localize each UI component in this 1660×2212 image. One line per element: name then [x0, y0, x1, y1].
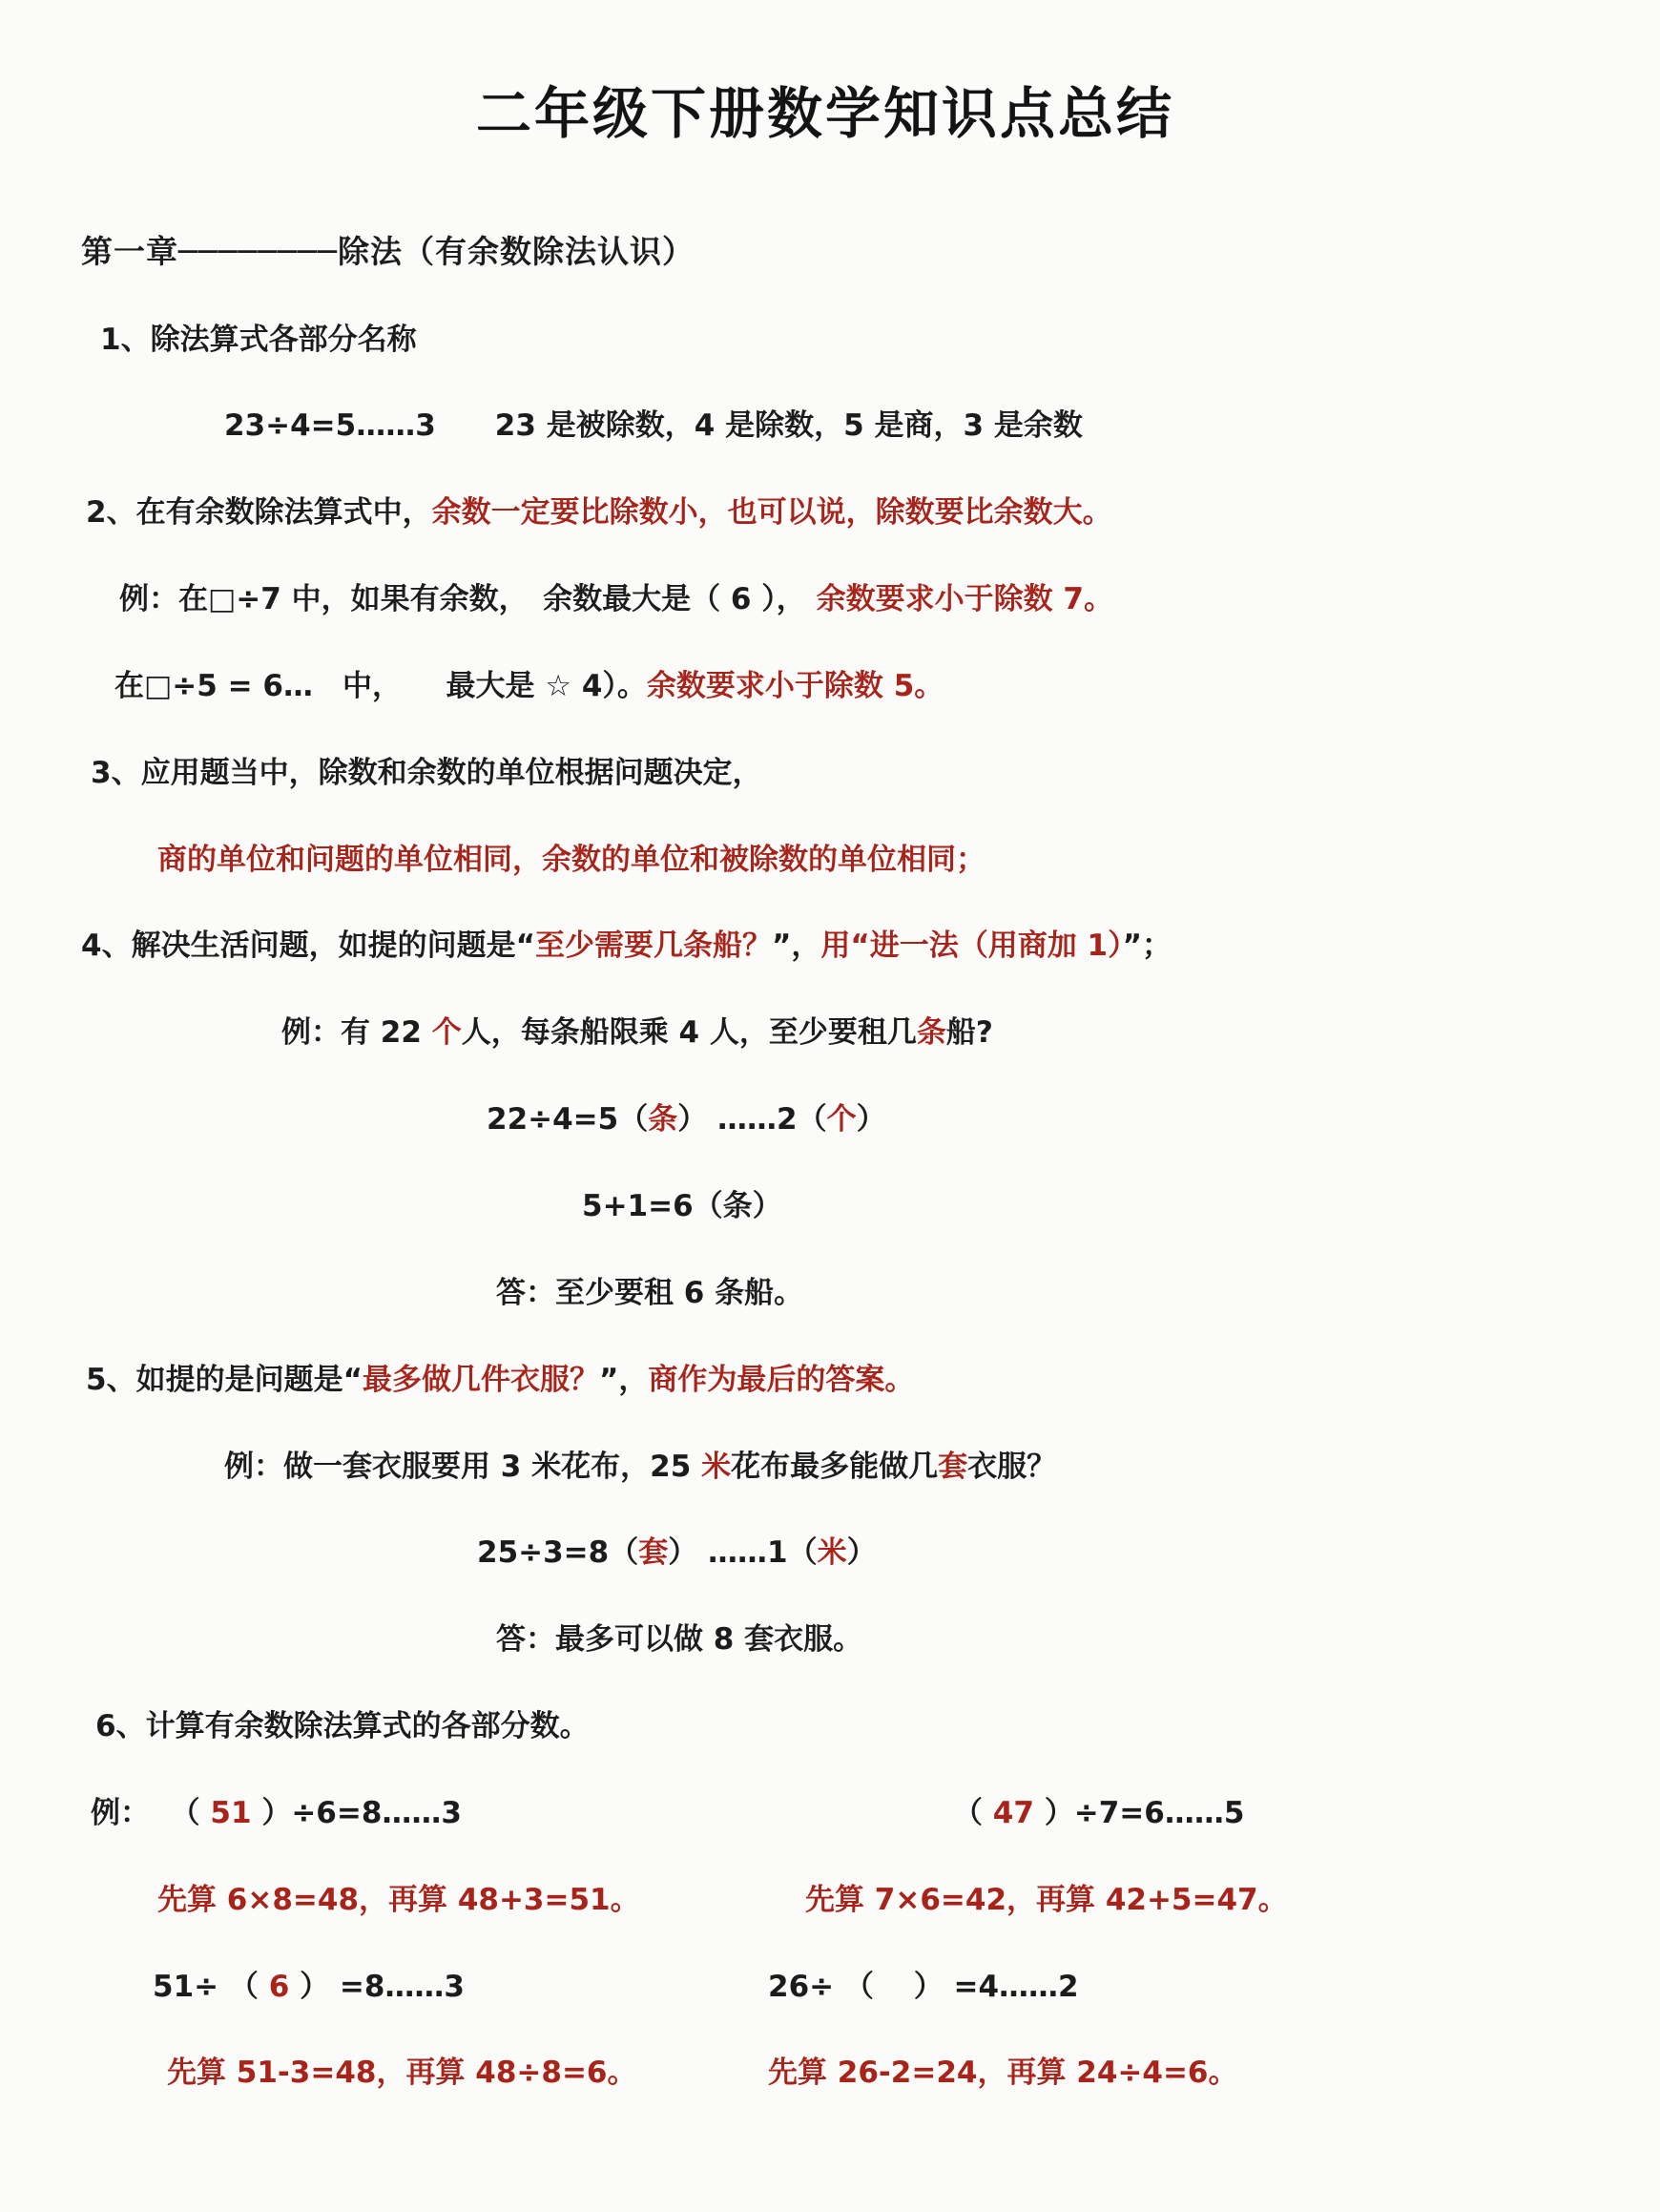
- highlighted-text-segment: 最多做几件衣服？: [362, 1362, 599, 1397]
- text-segment: 花布最多能做几: [731, 1449, 939, 1484]
- highlighted-text-segment: 先算 7×6=42，再算 42+5=47。: [805, 1882, 1288, 1917]
- text-segment: 人，每条船限乘 4 人，至少要租几: [461, 1015, 917, 1051]
- highlighted-text-segment: 个: [826, 1102, 857, 1137]
- item-1-heading: [81, 321, 1608, 361]
- text-segment: 例： （: [91, 1795, 211, 1830]
- highlighted-text-segment: 条: [648, 1102, 678, 1137]
- text-segment: ）: [846, 1535, 877, 1571]
- text-segment: 23÷4=5……3 23 是被除数，4 是除数，5 是商，3 是余数: [224, 408, 1083, 444]
- text-segment: ）: [856, 1102, 886, 1137]
- highlighted-text-segment: 余数要求小于除数 7。: [816, 582, 1113, 617]
- text-segment: 2、在有余数除法算式中，: [86, 495, 432, 531]
- column-cell: [81, 1968, 768, 2008]
- text-segment: ”，: [598, 1362, 649, 1397]
- highlighted-text-segment: 47: [992, 1795, 1034, 1830]
- item-4-step-1: [81, 1100, 1608, 1140]
- text-segment: ） ……1（: [668, 1535, 818, 1571]
- item-2-rule: [81, 493, 1608, 533]
- highlighted-text-segment: 余数一定要比除数小，也可以说，除数要比余数大。: [431, 495, 1112, 531]
- item-6-solution-row-1: [81, 1881, 1608, 1921]
- text-segment: 第一章────────除法（有余数除法认识）: [81, 233, 695, 270]
- text-segment: ）÷6=8……3: [251, 1795, 462, 1830]
- text-segment: ”，: [771, 929, 821, 964]
- chapter-heading: [81, 231, 1608, 274]
- item-4-example: [81, 1013, 1608, 1054]
- item-2-example-1: [81, 580, 1608, 620]
- column-cell: [81, 2054, 768, 2094]
- text-segment: 例：在□÷7 中，如果有余数， 余数最大是（ 6 ），: [119, 582, 817, 617]
- text-segment: 22÷4=5（: [487, 1102, 649, 1137]
- column-cell: [768, 1968, 1608, 2008]
- page-title: 二年级下册数学知识点总结: [475, 83, 1174, 145]
- text-segment: ） ……2（: [677, 1102, 827, 1137]
- text-segment: 5、如提的是问题是“: [86, 1362, 363, 1397]
- highlighted-text-segment: 先算 6×8=48，再算 48+3=51。: [157, 1882, 640, 1917]
- highlighted-text-segment: 米: [817, 1535, 847, 1571]
- text-segment: 例：有 22: [281, 1015, 432, 1051]
- highlighted-text-segment: 个: [431, 1015, 462, 1051]
- text-segment: ）÷7=6……5: [1033, 1795, 1245, 1830]
- item-6-heading: [81, 1707, 1608, 1747]
- text-segment: 答：最多可以做 8 套衣服。: [496, 1622, 863, 1658]
- highlighted-text-segment: 先算 51-3=48，再算 48÷8=6。: [167, 2055, 637, 2091]
- highlighted-text-segment: 6: [268, 1969, 290, 2004]
- document-body: [81, 231, 1608, 2094]
- text-segment: 5+1=6（条）: [582, 1188, 782, 1223]
- text-segment: ） =8……3: [289, 1969, 465, 2004]
- item-5-answer: [81, 1620, 1608, 1660]
- item-3-rule: [81, 754, 1608, 794]
- highlighted-text-segment: 用“进一法（用商加 1）: [820, 929, 1123, 964]
- highlighted-text-segment: 商作为最后的答案。: [648, 1362, 915, 1397]
- text-segment: ”；: [1122, 929, 1172, 964]
- highlighted-text-segment: 余数要求小于除数 5。: [646, 668, 944, 703]
- column-cell: [81, 1881, 768, 1921]
- text-segment: 26÷ （ ） =4……2: [768, 1969, 1079, 2004]
- highlighted-text-segment: 51: [210, 1795, 252, 1830]
- highlighted-text-segment: 套: [938, 1449, 968, 1484]
- text-segment: （: [953, 1795, 993, 1830]
- highlighted-text-segment: 至少需要几条船？: [534, 929, 772, 964]
- item-6-solution-row-2: [81, 2054, 1608, 2094]
- text-segment: 例：做一套衣服要用 3 米花布，25: [224, 1449, 702, 1484]
- highlighted-text-segment: 商的单位和问题的单位相同，余数的单位和被除数的单位相同；: [157, 842, 986, 877]
- text-segment: 船?: [945, 1015, 993, 1051]
- item-1-example: [81, 407, 1608, 447]
- text-segment: 在□÷5 = 6… 中， 最大是 ☆ 4）。: [114, 668, 647, 703]
- text-segment: 答：至少要租 6 条船。: [496, 1275, 804, 1310]
- item-3-rule-red: [81, 841, 1608, 881]
- highlighted-text-segment: 套: [638, 1535, 669, 1571]
- item-6-example-row-1: [81, 1794, 1608, 1834]
- text-segment: 6、计算有余数除法算式的各部分数。: [95, 1709, 590, 1744]
- item-6-example-row-2: [81, 1968, 1608, 2008]
- item-5-rule: [81, 1361, 1608, 1401]
- highlighted-text-segment: 米: [701, 1449, 732, 1484]
- item-4-step-2: [81, 1187, 1608, 1227]
- text-segment: 4、解决生活问题，如提的问题是“: [81, 929, 535, 964]
- item-5-step: [81, 1534, 1608, 1574]
- item-5-example: [81, 1448, 1608, 1488]
- item-2-example-2: [81, 667, 1608, 707]
- text-segment: 衣服？: [967, 1449, 1057, 1484]
- column-cell: [81, 1794, 768, 1834]
- text-segment: 1、除法算式各部分名称: [100, 322, 417, 357]
- text-segment: 51÷ （: [153, 1969, 269, 2004]
- text-segment: 25÷3=8（: [477, 1535, 639, 1571]
- column-cell: [768, 1794, 1608, 1834]
- column-cell: [768, 1881, 1608, 1921]
- text-segment: 3、应用题当中，除数和余数的单位根据问题决定，: [91, 755, 762, 790]
- column-cell: [768, 2054, 1608, 2094]
- highlighted-text-segment: 条: [916, 1015, 946, 1051]
- item-4-rule: [81, 927, 1608, 967]
- highlighted-text-segment: 先算 26-2=24，再算 24÷4=6。: [768, 2055, 1238, 2091]
- item-4-answer: [81, 1274, 1608, 1314]
